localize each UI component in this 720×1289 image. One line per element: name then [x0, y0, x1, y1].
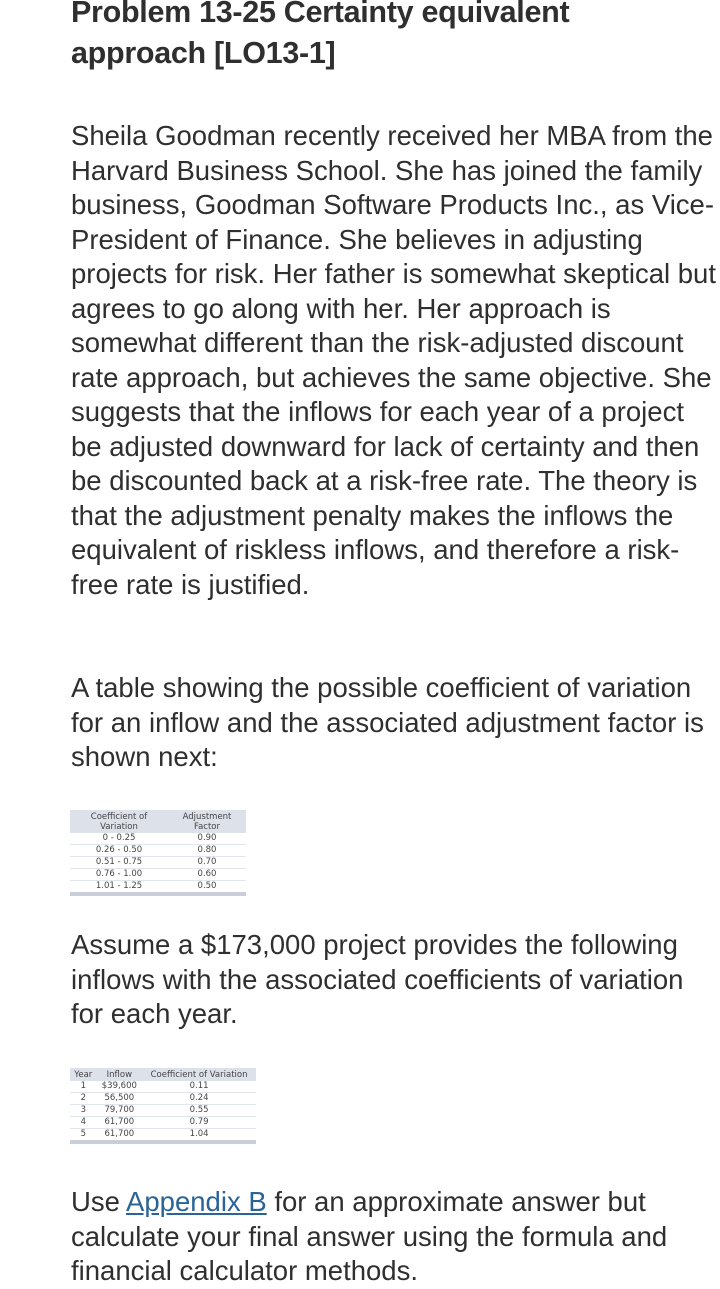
- table-header: Adjustment Factor: [168, 810, 246, 833]
- table-cell: 0.70: [168, 857, 246, 869]
- table-cell: 0 - 0.25: [70, 833, 168, 845]
- table-header: Coefficient of Variation: [70, 810, 168, 833]
- table-cell: 0.79: [142, 1117, 256, 1129]
- intro-paragraph: Sheila Goodman recently received her MBA from the Harvard Business School. She has joined the family business, Goodman Software Products Inc., as Vice-President of Finance. She believes in adjusting projects for risk. Her father is somewhat skeptical but agrees to go along with her. Her approach is somewhat different than the risk-adjusted discount rate approach, but achieves the same objective. She suggests that the inflows for each year of a project be adjusted downward for lack of certainty and then be discounted back at a risk-free rate. The theory is that the adjustment penalty makes the inflows the equivalent of riskless inflows, and therefore a risk-free rate is justified.: [71, 120, 716, 600]
- table-row: [70, 869, 246, 881]
- inflow-table: [70, 1068, 256, 1144]
- table-header: Inflow: [97, 1068, 143, 1081]
- table-cell: 0.80: [168, 845, 246, 857]
- table-header: Year: [70, 1068, 97, 1081]
- project-paragraph: Assume a $173,000 project provides the following inflows with the associated coefficients of variation for each year.: [71, 929, 684, 1029]
- table-cell: 79,700: [97, 1105, 143, 1117]
- table-cell: 0.90: [168, 833, 246, 845]
- table-cell: 1.04: [142, 1129, 256, 1143]
- table-row: [70, 1117, 256, 1129]
- table-row: [70, 845, 246, 857]
- instruction-text-before: Use: [71, 1186, 127, 1217]
- table-cell: $39,600: [97, 1081, 143, 1093]
- table-cell: 0.11: [142, 1081, 256, 1093]
- table-cell: 61,700: [97, 1129, 143, 1143]
- table-cell: 0.60: [168, 869, 246, 881]
- table-intro-paragraph: A table showing the possible coefficient of variation for an inflow and the associated adjustment factor is shown next:: [71, 672, 704, 772]
- table-row: [70, 1093, 256, 1105]
- table-cell: 0.50: [168, 881, 246, 895]
- table-header: Coefficient of Variation: [142, 1068, 256, 1081]
- table-cell: 1: [70, 1081, 97, 1093]
- table-row: [70, 1081, 256, 1093]
- table-cell: 56,500: [97, 1093, 143, 1105]
- table-cell: 5: [70, 1129, 97, 1143]
- table-cell: 1.01 - 1.25: [70, 881, 168, 895]
- table-row: [70, 857, 246, 869]
- table-cell: 4: [70, 1117, 97, 1129]
- table-cell: 3: [70, 1105, 97, 1117]
- table-cell: 0.24: [142, 1093, 256, 1105]
- table-row: [70, 1105, 256, 1117]
- appendix-b-link[interactable]: Appendix B: [126, 1186, 267, 1217]
- instruction-text-after: for an approximate answer but calculate your final answer using the formula and financial calculator methods.: [71, 1186, 668, 1286]
- table-cell: 0.51 - 0.75: [70, 857, 168, 869]
- table-row: [70, 833, 246, 845]
- table-cell: 2: [70, 1093, 97, 1105]
- instruction-paragraph: [71, 1185, 716, 1289]
- problem-title: Problem 13-25 Certainty equivalent approach [LO13-1]: [71, 0, 570, 70]
- table-cell: 0.76 - 1.00: [70, 869, 168, 881]
- table-row: [70, 1129, 256, 1143]
- adjustment-factor-table: [70, 810, 246, 896]
- table-cell: 0.55: [142, 1105, 256, 1117]
- table-row: [70, 881, 246, 895]
- table-cell: 0.26 - 0.50: [70, 845, 168, 857]
- table-cell: 61,700: [97, 1117, 143, 1129]
